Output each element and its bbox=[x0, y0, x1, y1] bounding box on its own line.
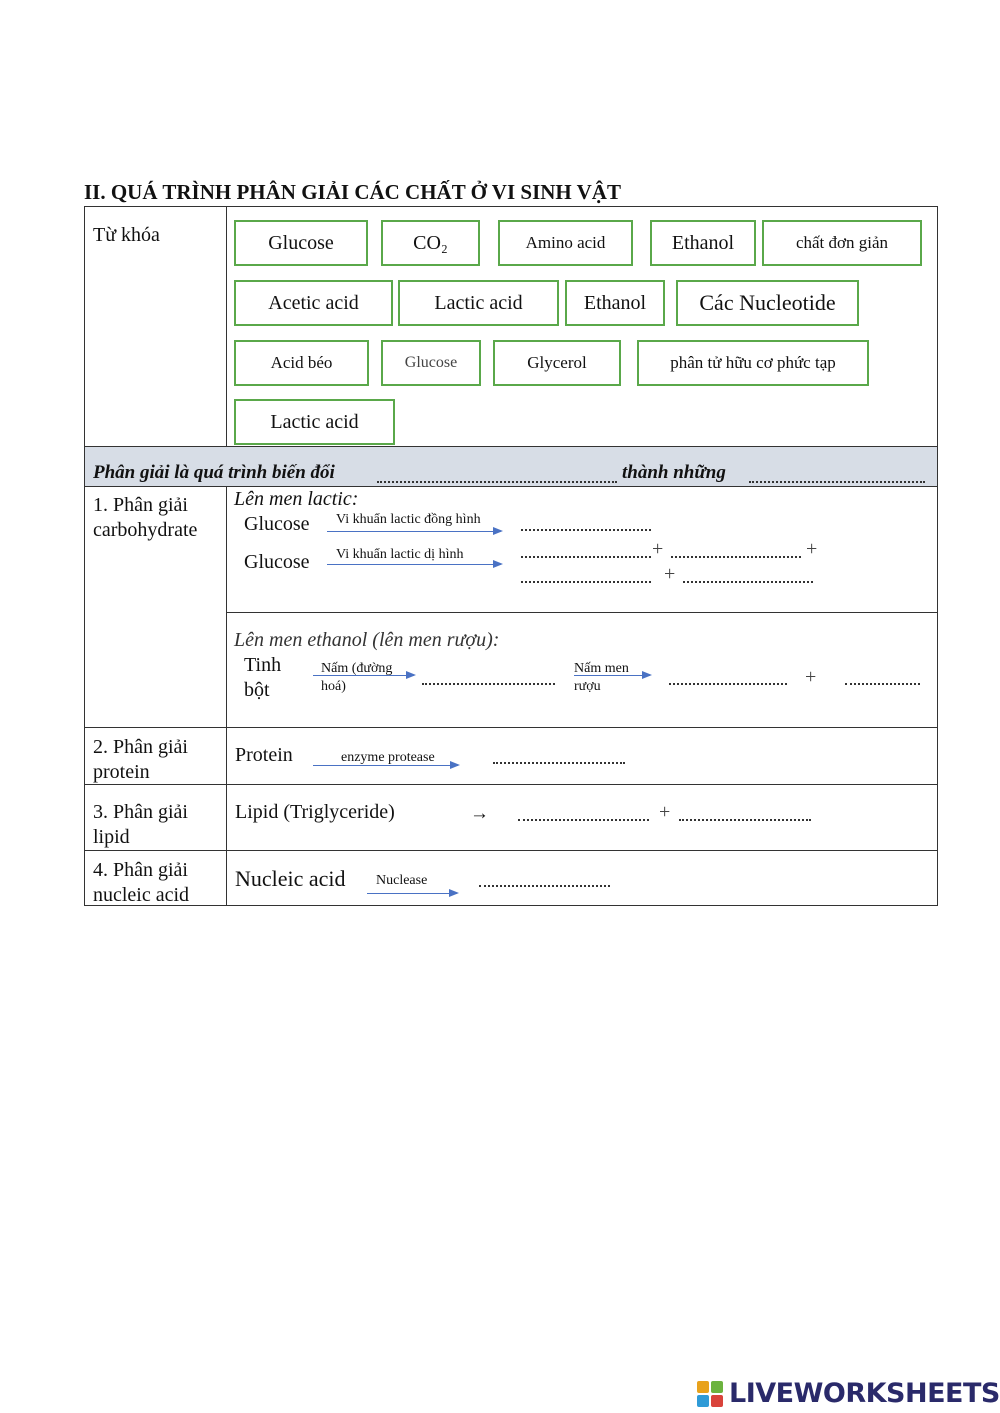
keyword-chip[interactable]: Acetic acid bbox=[234, 280, 393, 326]
starch-line: Tinh bbox=[244, 654, 282, 676]
arrow-label-line: hoá) bbox=[321, 679, 346, 694]
arrow-right-icon bbox=[327, 531, 501, 532]
row-divider bbox=[85, 850, 937, 851]
keyword-chip[interactable]: Ethanol bbox=[650, 220, 756, 266]
blank-field[interactable] bbox=[669, 683, 787, 685]
blank-field[interactable] bbox=[422, 683, 555, 685]
keyword-chip[interactable]: Lactic acid bbox=[234, 399, 395, 445]
arrow-label bbox=[321, 660, 392, 696]
row-label-lipid bbox=[93, 800, 188, 850]
row-label-line: protein bbox=[93, 761, 150, 783]
glucose-label: Glucose bbox=[244, 551, 310, 573]
definition-part2: thành những bbox=[622, 462, 726, 483]
row-label-carbohydrate bbox=[93, 493, 197, 543]
row-divider bbox=[85, 486, 937, 487]
arrow-right-icon bbox=[327, 564, 501, 565]
blank-field[interactable] bbox=[521, 581, 651, 583]
arrow-right-icon bbox=[574, 675, 650, 676]
blank-field[interactable] bbox=[679, 819, 811, 821]
lipid-substrate: Lipid (Triglyceride) bbox=[235, 801, 395, 823]
row-label-line: nucleic acid bbox=[93, 884, 190, 906]
blank-field[interactable] bbox=[493, 762, 625, 764]
arrow-label bbox=[574, 660, 629, 696]
starch-label bbox=[244, 653, 281, 703]
ethanol-heading: Lên men ethanol (lên men rượu): bbox=[234, 629, 500, 651]
blank-field[interactable] bbox=[845, 683, 920, 685]
lactic-heading: Lên men lactic: bbox=[234, 488, 359, 510]
column-divider bbox=[226, 486, 227, 906]
keyword-chip[interactable]: Glucose bbox=[381, 340, 481, 386]
keyword-chip[interactable]: phân tử hữu cơ phức tạp bbox=[637, 340, 869, 386]
logo-mark-icon bbox=[697, 1381, 723, 1407]
row-label-line: 2. Phân giải bbox=[93, 736, 188, 758]
keyword-chip[interactable]: Các Nucleotide bbox=[676, 280, 859, 326]
glucose-label: Glucose bbox=[244, 513, 310, 535]
arrow-label-line: Nấm (đường bbox=[321, 661, 393, 676]
starch-line: bột bbox=[244, 679, 270, 701]
row-label-line: 1. Phân giải bbox=[93, 494, 188, 516]
arrow-label: Nuclease bbox=[376, 873, 428, 888]
blank-field[interactable] bbox=[479, 885, 610, 887]
keyword-chip[interactable]: CO₂ bbox=[381, 220, 480, 266]
row-label-line: 3. Phân giải bbox=[93, 801, 188, 823]
plus-sign: + bbox=[805, 666, 817, 688]
blank-field[interactable] bbox=[518, 819, 649, 821]
plus-sign: + bbox=[659, 801, 671, 823]
arrow-right-icon bbox=[367, 893, 457, 894]
keyword-chip[interactable]: Amino acid bbox=[498, 220, 633, 266]
keyword-chip[interactable]: Acid béo bbox=[234, 340, 369, 386]
blank-field[interactable] bbox=[521, 556, 651, 558]
arrow-label: Vi khuẩn lactic dị hình bbox=[336, 547, 464, 562]
blank-field[interactable] bbox=[683, 581, 813, 583]
keyword-chip[interactable]: Lactic acid bbox=[398, 280, 559, 326]
keyword-chip[interactable]: Glucose bbox=[234, 220, 368, 266]
row-label-line: carbohydrate bbox=[93, 519, 198, 541]
arrow-right-icon: → bbox=[470, 803, 489, 824]
definition-part1: Phân giải là quá trình biến đổi bbox=[93, 462, 335, 483]
row-label-protein bbox=[93, 735, 188, 785]
arrow-label-line: Nấm men bbox=[574, 661, 629, 676]
section-title: II. QUÁ TRÌNH PHÂN GIẢI CÁC CHẤT Ở VI SINH VẬT bbox=[84, 180, 621, 204]
liveworksheets-logo bbox=[697, 1378, 1000, 1409]
row-label-nucleic bbox=[93, 858, 189, 908]
blank-field[interactable] bbox=[671, 556, 801, 558]
blank-field[interactable] bbox=[749, 481, 925, 483]
blank-field[interactable] bbox=[521, 529, 651, 531]
row-divider bbox=[85, 727, 937, 728]
nucleic-substrate: Nucleic acid bbox=[235, 866, 346, 891]
keyword-chip[interactable]: chất đơn giản bbox=[762, 220, 922, 266]
keyword-chip[interactable]: Ethanol bbox=[565, 280, 665, 326]
arrow-label-line: rượu bbox=[574, 679, 601, 694]
arrow-label: Vi khuẩn lactic đồng hình bbox=[336, 512, 481, 527]
keywords-label: Từ khóa bbox=[93, 224, 160, 246]
logo-text: LIVEWORKSHEETS bbox=[729, 1378, 1000, 1409]
row-label-line: lipid bbox=[93, 826, 130, 848]
blank-field[interactable] bbox=[377, 481, 617, 483]
column-divider bbox=[226, 207, 227, 446]
arrow-label: enzyme protease bbox=[341, 750, 435, 765]
keyword-chip[interactable]: Glycerol bbox=[493, 340, 621, 386]
plus-sign: + bbox=[652, 538, 664, 560]
definition-text bbox=[93, 462, 335, 484]
arrow-right-icon bbox=[313, 675, 414, 676]
arrow-right-icon bbox=[313, 765, 458, 766]
row-divider bbox=[85, 784, 937, 785]
plus-sign: + bbox=[664, 563, 676, 585]
row-divider bbox=[85, 446, 937, 447]
worksheet-table bbox=[84, 206, 938, 906]
plus-sign: + bbox=[806, 538, 818, 560]
protein-substrate: Protein bbox=[235, 744, 293, 766]
row-divider bbox=[226, 612, 937, 613]
row-label-line: 4. Phân giải bbox=[93, 859, 188, 881]
